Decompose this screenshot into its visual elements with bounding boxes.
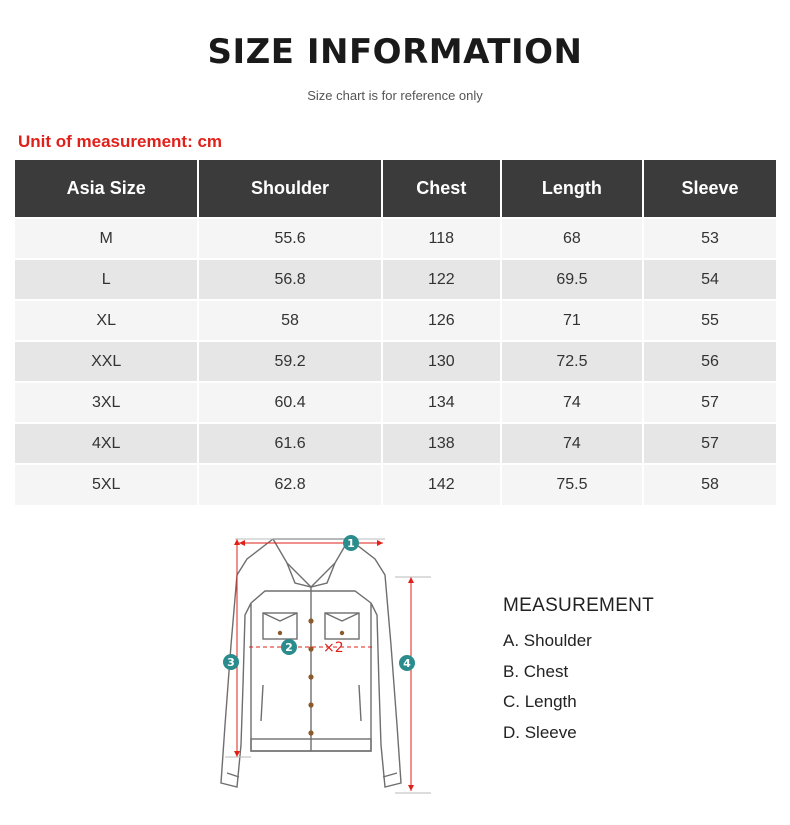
marker-length xyxy=(223,654,239,670)
measurement-item-shoulder: A. Shoulder xyxy=(503,631,592,650)
header-chest: Chest xyxy=(382,160,501,218)
cell-size: L xyxy=(15,259,198,300)
header-asia-size: Asia Size xyxy=(15,160,198,218)
cell-sleeve: 55 xyxy=(643,300,776,341)
table-row xyxy=(15,423,776,464)
table-row xyxy=(15,464,776,505)
cell-sleeve: 53 xyxy=(643,218,776,259)
cell-shoulder: 55.6 xyxy=(198,218,381,259)
cell-shoulder: 60.4 xyxy=(198,382,381,423)
cell-shoulder: 56.8 xyxy=(198,259,381,300)
cell-sleeve: 58 xyxy=(643,464,776,505)
cell-length: 75.5 xyxy=(501,464,643,505)
cell-length: 72.5 xyxy=(501,341,643,382)
cell-size: XXL xyxy=(15,341,198,382)
cell-length: 74 xyxy=(501,382,643,423)
page-subtitle: Size chart is for reference only xyxy=(307,88,483,103)
size-table xyxy=(15,160,776,505)
table-row xyxy=(15,341,776,382)
cell-length: 71 xyxy=(501,300,643,341)
table-row xyxy=(15,300,776,341)
guide-arrowheads xyxy=(234,539,414,791)
measurement-item-sleeve: D. Sleeve xyxy=(503,722,577,742)
header-sleeve: Sleeve xyxy=(643,160,776,218)
marker-sleeve xyxy=(399,655,415,671)
cell-length: 69.5 xyxy=(501,259,643,300)
cell-shoulder: 61.6 xyxy=(198,423,381,464)
cell-sleeve: 54 xyxy=(643,259,776,300)
cell-chest: 126 xyxy=(382,300,501,341)
cell-chest: 118 xyxy=(382,218,501,259)
cell-size: XL xyxy=(15,300,198,341)
cell-sleeve: 57 xyxy=(643,382,776,423)
cell-shoulder: 62.8 xyxy=(198,464,381,505)
cell-sleeve: 57 xyxy=(643,423,776,464)
cell-sleeve: 56 xyxy=(643,341,776,382)
cell-length: 68 xyxy=(501,218,643,259)
cell-size: M xyxy=(15,218,198,259)
cell-size: 3XL xyxy=(15,382,198,423)
svg-text:2: 2 xyxy=(285,641,293,654)
cell-length: 74 xyxy=(501,423,643,464)
cell-chest: 122 xyxy=(382,259,501,300)
chest-multiplier: ×2 xyxy=(323,640,344,656)
svg-text:1: 1 xyxy=(347,537,355,550)
measurement-item-length: C. Length xyxy=(503,692,577,711)
measurement-item-chest: B. Chest xyxy=(503,661,569,681)
header-length: Length xyxy=(501,160,643,218)
cell-size: 4XL xyxy=(15,423,198,464)
marker-shoulder xyxy=(343,535,359,551)
table-header-row xyxy=(15,160,776,218)
unit-label: Unit of measurement: cm xyxy=(18,132,223,151)
jacket-outline xyxy=(221,539,401,787)
measurement-title: MEASUREMENT xyxy=(503,595,655,616)
cell-shoulder: 59.2 xyxy=(198,341,381,382)
page-title: SIZE INFORMATION xyxy=(207,32,583,72)
table-row xyxy=(15,259,776,300)
cell-chest: 138 xyxy=(382,423,501,464)
cell-chest: 134 xyxy=(382,382,501,423)
cell-shoulder: 58 xyxy=(198,300,381,341)
cell-chest: 130 xyxy=(382,341,501,382)
jacket-diagram xyxy=(205,525,445,805)
header-shoulder: Shoulder xyxy=(198,160,381,218)
svg-text:3: 3 xyxy=(227,656,235,669)
marker-chest xyxy=(281,639,297,655)
table-row xyxy=(15,382,776,423)
cell-chest: 142 xyxy=(382,464,501,505)
cell-size: 5XL xyxy=(15,464,198,505)
measurement-legend xyxy=(503,595,654,753)
table-row xyxy=(15,218,776,259)
svg-text:4: 4 xyxy=(403,657,411,670)
